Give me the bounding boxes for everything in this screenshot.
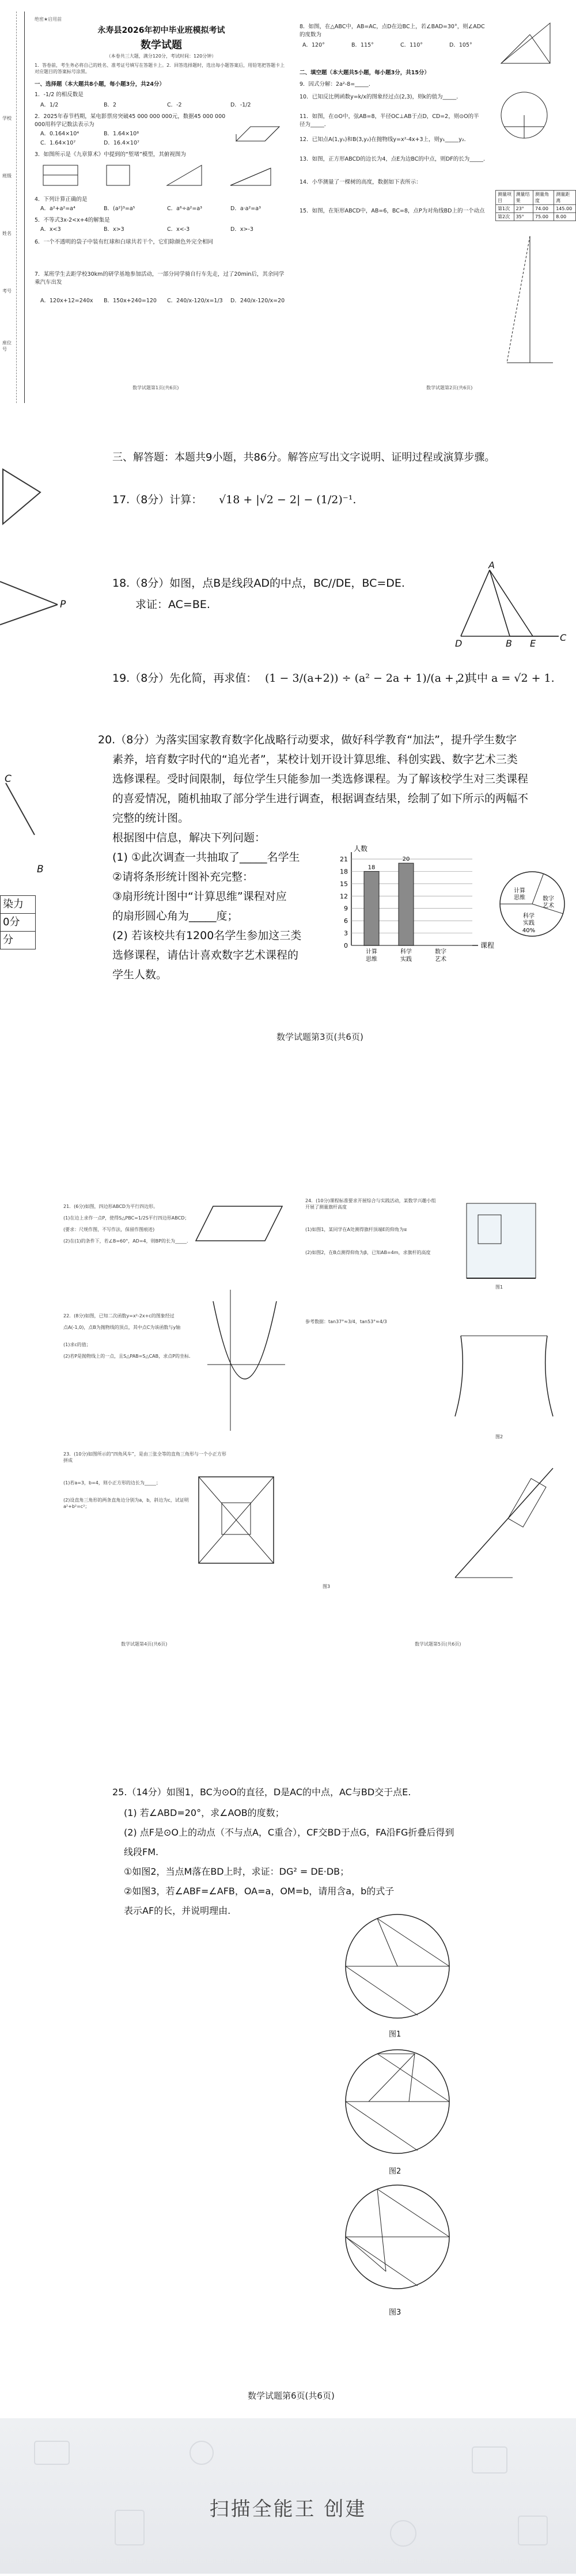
fragment-line-figure [0, 777, 46, 841]
exam-page-3 [0, 403, 576, 1054]
q25-line-3: (2) 点F是⊙O上的动点（不与点A，C重合），CF交BD于点G，FA沿FG折叠后得到 [124, 1827, 454, 1838]
q1-opt-b: B．2 [104, 102, 117, 108]
q18-point-c: C [560, 632, 567, 643]
q23: 23．(10分)如图所示的“四角风车”，是由三张全等的直角三角形与一个小正方形拼成 [63, 1452, 226, 1463]
q2-opt-d: D．16.4×10⁷ [104, 140, 139, 146]
y-tick-label: 9 [344, 905, 348, 913]
x-axis-label: 课程 [480, 941, 495, 949]
part1-heading: 一、选择题（本大题共8小题，每小题3分，共24分） [35, 81, 165, 88]
score-fragment-box [0, 895, 36, 949]
q1-opt-a: A．1/2 [40, 102, 59, 108]
x-tick-label: 数字 [435, 949, 446, 955]
q15-figure [501, 230, 559, 368]
exam-notes: （本卷共三大题，满分120分，考试时间：120分钟） [106, 54, 217, 59]
side-label-id: 考号 [2, 288, 12, 294]
q20-sub-intro: 根据图中信息，解决下列问题： [112, 831, 266, 844]
q22-sub-1: 点A(-1,0)，点B为抛物线的顶点，其中点C为该函数与y轴 [63, 1325, 181, 1330]
q21-sub-2: (要求：尺规作图，不写作法，保留作图痕迹) [63, 1227, 155, 1232]
exam-page-1 [0, 0, 576, 403]
q25-line-1: 25.（14分）如图1，BC为⊙O的直径，D是AC的中点，AC与BD交于点E. [112, 1787, 411, 1798]
q24: 24．(10分)课程标准要求开展综合与实践活动，某数学兴趣小组开展了测量旗杆高度 [305, 1198, 436, 1210]
side-label-seat: 座位号 [2, 340, 12, 352]
q18-label: 18.（8分）如图，点B是线段AD的中点，BC//DE，BC=DE. [112, 577, 405, 590]
q9: 9．因式分解：2a²-8=_____． [300, 81, 374, 88]
q7-opt-b: B．150x+240=120 [104, 298, 157, 304]
q25-figure-3 [323, 2179, 472, 2300]
q21-parallelogram-figure [190, 1198, 288, 1249]
y-tick-label: 12 [340, 892, 348, 901]
part2-heading: 二、填空题（本大题共5小题，每小题3分，共15分） [300, 70, 430, 76]
q2-opt-a: A．0.164×10⁴ [40, 131, 79, 137]
q8-opt-c: C．110° [400, 42, 423, 48]
table-head-cell: 测量结果 [514, 191, 533, 205]
q20-sub-3: ③扇形统计图中“计算思维”课程对应 [112, 890, 287, 903]
pie-label-line2: 思维 [514, 895, 525, 901]
q25-figure-2 [323, 2044, 472, 2159]
exam-page-6 [0, 1762, 576, 2418]
q20-line-5: 完整的统计图。 [112, 812, 190, 825]
scanner-brand-text: 扫描全能王 创建 [209, 2498, 367, 2521]
q13: 13．如图，正方形ABCD的边长为4，点E为边BC的中点，则DF的长为_____． [300, 156, 489, 162]
page4-footer: 数学试题第4页(共6页) [121, 1642, 168, 1647]
table-cell: 第1次 [496, 205, 514, 213]
bar-value-label: 18 [367, 864, 376, 871]
q2-prism-figure [230, 118, 288, 147]
page1-footer-right: 数学试题第2页(共6页) [426, 385, 473, 390]
q4-opt-d: D．a·a²=a³ [230, 206, 261, 212]
q24-fig-label-1: 图1 [495, 1285, 503, 1290]
pie-label-line2: 实践 [523, 920, 535, 926]
q20-sub-4b: 选修课程，请估计喜欢数字艺术课程的 [112, 949, 299, 962]
section3-heading: 三、解答题：本题共9小题，共86分。解答应写出文字说明、证明过程或演算步骤。 [112, 451, 495, 463]
q23-sub-1: (1)若a=3，b=4，则小正方形的边长为_____； [63, 1480, 161, 1485]
q6: 6．一个不透明的袋子中装有红球和白球共若干个，它们除颜色外完全相同 [35, 239, 214, 245]
point-label-p: P [60, 599, 66, 610]
q18-point-a: A [488, 560, 495, 571]
q20-line-4: 的喜爱情况，随机抽取了部分学生进行调查，根据调查结果，绘制了如下所示的两幅不 [112, 792, 529, 805]
q10: 10．已知反比例函数y=k/x的图象经过点(2,3)，则k的值为_____． [300, 94, 462, 100]
q25-figure-1 [323, 1909, 472, 2024]
x-tick-label-line2: 艺术 [435, 956, 446, 963]
q7: 7．某班学生去距学校30km的研学基地参加活动，一部分同学骑自行车先走，过了20min后，其余同学乘汽车出发 [35, 271, 285, 286]
q23-windmill-figure [190, 1468, 282, 1572]
side-label-class: 班级 [2, 173, 12, 178]
table-cell: 第2次 [496, 213, 514, 221]
q5-opt-b: B．x>3 [104, 226, 124, 233]
q20-sub-3b: 的扇形圆心角为_____度； [112, 910, 238, 922]
score-fragment-3: 分 [3, 934, 13, 946]
q1: 1．-1/2 的相反数是 [35, 92, 84, 98]
y-tick-label: 18 [340, 868, 348, 876]
q18-prove: 求证：AC=BE. [135, 598, 210, 611]
q4-opt-b: B．(a²)³=a⁵ [104, 206, 135, 212]
q8-triangle-figure [495, 17, 559, 69]
q11: 11．如图，在⊙O中，弦AB=8，半径OC⊥AB于点D，CD=2，则⊙O的半径为_____． [300, 113, 479, 128]
q7-opt-c: C．240/x-120/x=1/3 [167, 298, 223, 304]
exam-page-4-5 [0, 1054, 576, 1762]
q22-sub-2: (1)求c的值； [63, 1342, 91, 1347]
q25-line-4: 线段FM. [124, 1846, 159, 1857]
q4-opt-c: C．a⁶÷a²=a³ [167, 206, 202, 212]
q20-pie-chart [495, 858, 570, 956]
table-cell: 23° [514, 205, 533, 213]
q8-opt-d: D．105° [449, 42, 472, 48]
score-fragment-2: 0分 [1, 914, 35, 932]
pie-percent-label: 40% [522, 928, 536, 934]
q12: 12．已知点A(1,y₁)和B(3,y₂)在抛物线y=x²-4x+3上，则y₁_____y₂． [300, 136, 470, 143]
table-head-cell: 测量角度 [533, 191, 554, 205]
q24-fig-label-3: 图3 [323, 1584, 331, 1589]
exam-instructions: 1．答卷前，考生务必将自己的姓名、准考证号填写在答题卡上。2．回答选择题时，选出每小题答案后，用铅笔把答题卡上对应题目的答案标号涂黑。 [35, 63, 285, 74]
exam-title: 永寿县2026年初中毕业班模拟考试 [97, 26, 225, 35]
pie-label: 科学 [523, 913, 535, 920]
q22: 22．(8分)如图，已知二次函数y=x²-2x+c的图象经过 [63, 1313, 175, 1319]
q25-fig-label-1: 图1 [389, 2030, 401, 2039]
q15: 15．如图，在矩形ABCD中，AB=6，BC=8，点P为对角线BD上的一个动点 [300, 208, 485, 214]
fragment-triangle-figure [0, 461, 46, 530]
page5-footer: 数学试题第5页(共6页) [415, 1642, 461, 1647]
q4: 4．下列计算正确的是 [35, 196, 88, 203]
q4-opt-a: A．a²+a²=a⁴ [40, 206, 75, 212]
y-tick-label: 6 [344, 917, 348, 925]
q20-sub-1: (1) ①此次调查一共抽取了_____名学生 [112, 851, 300, 864]
q5-opt-d: D．x>-3 [230, 226, 253, 233]
subject-title: 数学试题 [141, 39, 182, 51]
q18-geometry-figure [455, 538, 570, 654]
q24-sub-1: (1)如图1，某同学在A处测得旗杆顶端E的仰角为α [305, 1227, 407, 1232]
q21: 21．(6分)如图，四边形ABCD为平行四边形。 [63, 1204, 158, 1209]
table-head-cell: 测量距离 [554, 191, 576, 205]
q20-sub-2: ②请将条形统计图补充完整： [112, 871, 254, 883]
q11-circle-figure [490, 86, 559, 144]
q23-sub-2: (2)设直角三角形的两条直角边分别为a，b，斜边为c，试证明a²+b²=c²； [63, 1498, 189, 1509]
binding-line-solid [24, 12, 25, 403]
table-cell: 74.00 [533, 205, 554, 213]
y-tick-label: 21 [340, 856, 348, 863]
table-cell: 8.00 [554, 213, 576, 221]
q24-figure-1 [444, 1192, 559, 1284]
score-fragment-1: 染力 [1, 896, 35, 914]
pie-label: 计算 [514, 888, 525, 894]
side-label-school: 学校 [2, 116, 12, 121]
q8-opt-b: B．115° [351, 42, 374, 48]
y-tick-label: 0 [344, 942, 348, 949]
q24-figure-2 [444, 1324, 564, 1428]
q25-line-6: ②如图3，若∠ABF=∠AFB，OA=a，OM=b，请用含a，b的式子 [124, 1886, 395, 1897]
q1-opt-d: D．-1/2 [230, 102, 251, 108]
q1-opt-c: C．-2 [167, 102, 182, 108]
q19-expression: (1 − 3/(a+2)) ÷ (a² − 2a + 1)/(a + 2) [265, 672, 469, 685]
q21-sub-3: (2)在(1)的条件下，若∠B=60°，AD=4，则BP的长为_____． [63, 1238, 191, 1244]
q5: 5．不等式3x-2<x+4的解集是 [35, 217, 110, 223]
page3-footer: 数学试题第3页(共6页) [276, 1032, 363, 1042]
point-label-b-frag: B [37, 864, 44, 875]
q7-opt-a: A．120x+12=240x [40, 298, 93, 304]
q14: 14．小华测量了一棵树的高度，数据如下表所示： [300, 179, 422, 185]
table-cell: 145.00 [554, 205, 576, 213]
q25-fig-label-2: 图2 [389, 2167, 401, 2176]
q17-expression: √18 + |√2 − 2| − (1/2)⁻¹. [219, 493, 357, 506]
q22-sub-3: (2)若P是抛物线上的一点，且S△PAB=S△CAB，求点P的坐标． [63, 1354, 194, 1359]
x-tick-label-line2: 实践 [400, 956, 412, 963]
q2-opt-b: B．1.64×10⁸ [104, 131, 139, 137]
q8: 8．如图，在△ABC中，AB=AC，点D在边BC上，若∠BAD=30°，则∠ADC的度数为 [300, 24, 485, 38]
binding-line [16, 12, 17, 403]
bar [364, 871, 379, 945]
q22-parabola-figure [202, 1284, 288, 1434]
q2-opt-c: C．1.64×10⁷ [40, 140, 76, 146]
bar [399, 863, 414, 945]
q25-fig-label-3: 图3 [389, 2308, 401, 2317]
table-cell: 35° [514, 213, 533, 221]
q17-label: 17.（8分）计算： [112, 493, 203, 506]
q7-opt-d: D．240/x-120/x=20 [230, 298, 285, 304]
pie-label: 数字 [543, 896, 554, 902]
fragment-point-p-figure [0, 570, 81, 628]
bar-value-label: 20 [402, 856, 410, 863]
q21-sub-1: (1)在边上求作一点P，使得S△PBC=1/2S平行四边形ABCD； [63, 1215, 190, 1221]
q19-label: 19.（8分）先化简，再求值： [112, 672, 257, 685]
y-axis-label: 人数 [354, 845, 368, 853]
q14-data-table [495, 190, 576, 221]
table-head-cell: 测量项目 [496, 191, 514, 205]
y-tick-label: 15 [340, 880, 348, 888]
table-cell: 75.00 [533, 213, 554, 221]
q8-opt-a: A．120° [302, 42, 325, 48]
x-tick-label: 科学 [400, 949, 412, 955]
pie-label-line2: 艺术 [543, 903, 554, 909]
q20-sub-4c: 学生人数。 [112, 968, 168, 981]
q2: 2．2025年春节档期，某电影票房突破45 000 000 000元，数据45 000 000 000用科学记数法表示为 [35, 113, 226, 128]
x-tick-label: 计算 [366, 949, 377, 955]
page1-footer: 数学试题第1页(共6页) [132, 385, 179, 390]
q5-opt-a: A．x<3 [40, 226, 61, 233]
q18-point-b: B [506, 638, 512, 649]
q24-figure-3 [444, 1445, 564, 1589]
q3-option-figures [40, 162, 288, 191]
q18-point-d: D [455, 638, 463, 649]
point-label-c: C [5, 773, 12, 785]
q25-line-7: 表示AF的长，并说明理由. [124, 1905, 231, 1916]
q20-bar-chart [325, 845, 495, 974]
y-tick-label: 3 [344, 929, 348, 937]
q20-line-3: 选修课程。受时间限制，每位学生只能参加一类选修课程。为了解该校学生对三类课程 [112, 773, 529, 785]
q20-sub-4: (2) 若该校共有1200名学生参加这三类 [112, 929, 302, 942]
q25-line-5: ①如图2，当点M落在BD上时，求证：DG² = DE·DB； [124, 1866, 350, 1877]
q19-expression-tail: ，其中 a = √2 + 1. [455, 672, 555, 685]
q5-opt-c: C．x<-3 [167, 226, 190, 233]
header-note: 绝密★启用前 [35, 17, 62, 22]
q20-line-2: 素养，培育数字时代的“追光者”，某校计划开设计算思维、科创实践、数字艺术三类 [112, 753, 518, 766]
page6-footer: 数学试题第6页(共6页) [248, 2391, 335, 2401]
q24-sub-2: (2)如图2，在B点测得仰角为β，已知AB=4m，求旗杆的高度 [305, 1250, 431, 1255]
q18-point-e: E [530, 638, 536, 649]
q20-line-1: 20.（8分）为落实国家教育数字化战略行动要求，做好科学教育“加法”，提升学生数字 [98, 734, 517, 746]
q24-fig-label-2: 图2 [495, 1434, 503, 1439]
q3: 3．如图所示是《九章算术》中提到的“堑堵”模型，其俯视图为 [35, 151, 186, 158]
side-label-name: 姓名 [2, 231, 12, 236]
x-tick-label-line2: 思维 [366, 956, 377, 963]
q25-line-2: (1) 若∠ABD=20°，求∠AOB的度数； [124, 1807, 285, 1818]
q24-sub-3: 参考数据：tan37°≈3/4，tan53°≈4/3 [305, 1319, 387, 1324]
